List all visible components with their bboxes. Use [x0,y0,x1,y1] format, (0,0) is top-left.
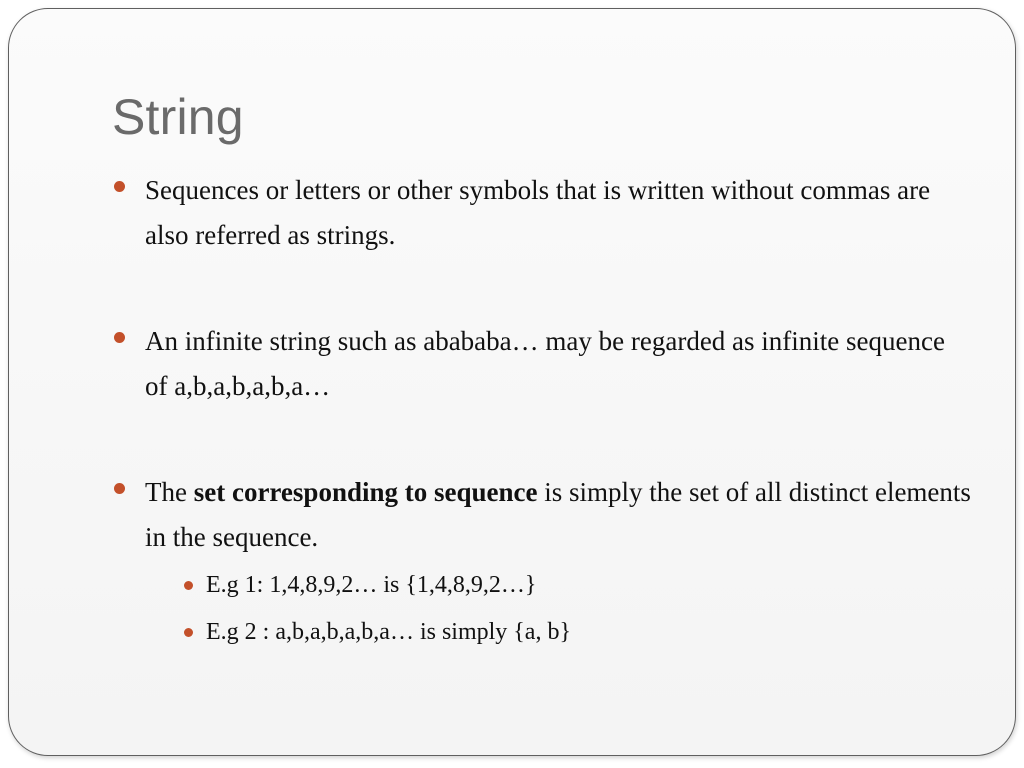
bullet-item-set-of-sequence [113,470,973,656]
bullet-text-before: The [145,477,194,507]
sub-bullet-list [145,562,973,656]
bullet-dot-icon [114,181,125,192]
sub-bullet-text: E.g 2 : a,b,a,b,a,b,a… is simply {a, b} [206,619,571,645]
bullet-item-strings-definition [113,168,973,258]
sub-bullet-text: E.g 1: 1,4,8,9,2… is {1,4,8,9,2…} [206,572,537,598]
slide-content [113,168,973,656]
slide-title: String [112,89,244,145]
sub-bullet-example-1 [145,562,973,609]
sub-bullet-example-2 [145,609,973,656]
bullet-bold-term: set corresponding to sequence [193,477,538,507]
sub-bullet-dot-icon [184,581,193,590]
bullet-text: Sequences or letters or other symbols that is written without commas are also referred as strings. [145,175,931,250]
bullet-dot-icon [114,483,125,494]
bullet-text: An infinite string such as abababa… may be regarded as infinite sequence of a,b,a,b,a,b,a… [145,326,945,401]
sub-bullet-dot-icon [184,628,193,637]
bullet-item-infinite-string [113,319,973,409]
bullet-text-after: is simply the set of all distinct elements in the sequence. [145,477,971,552]
bullet-dot-icon [114,332,125,343]
